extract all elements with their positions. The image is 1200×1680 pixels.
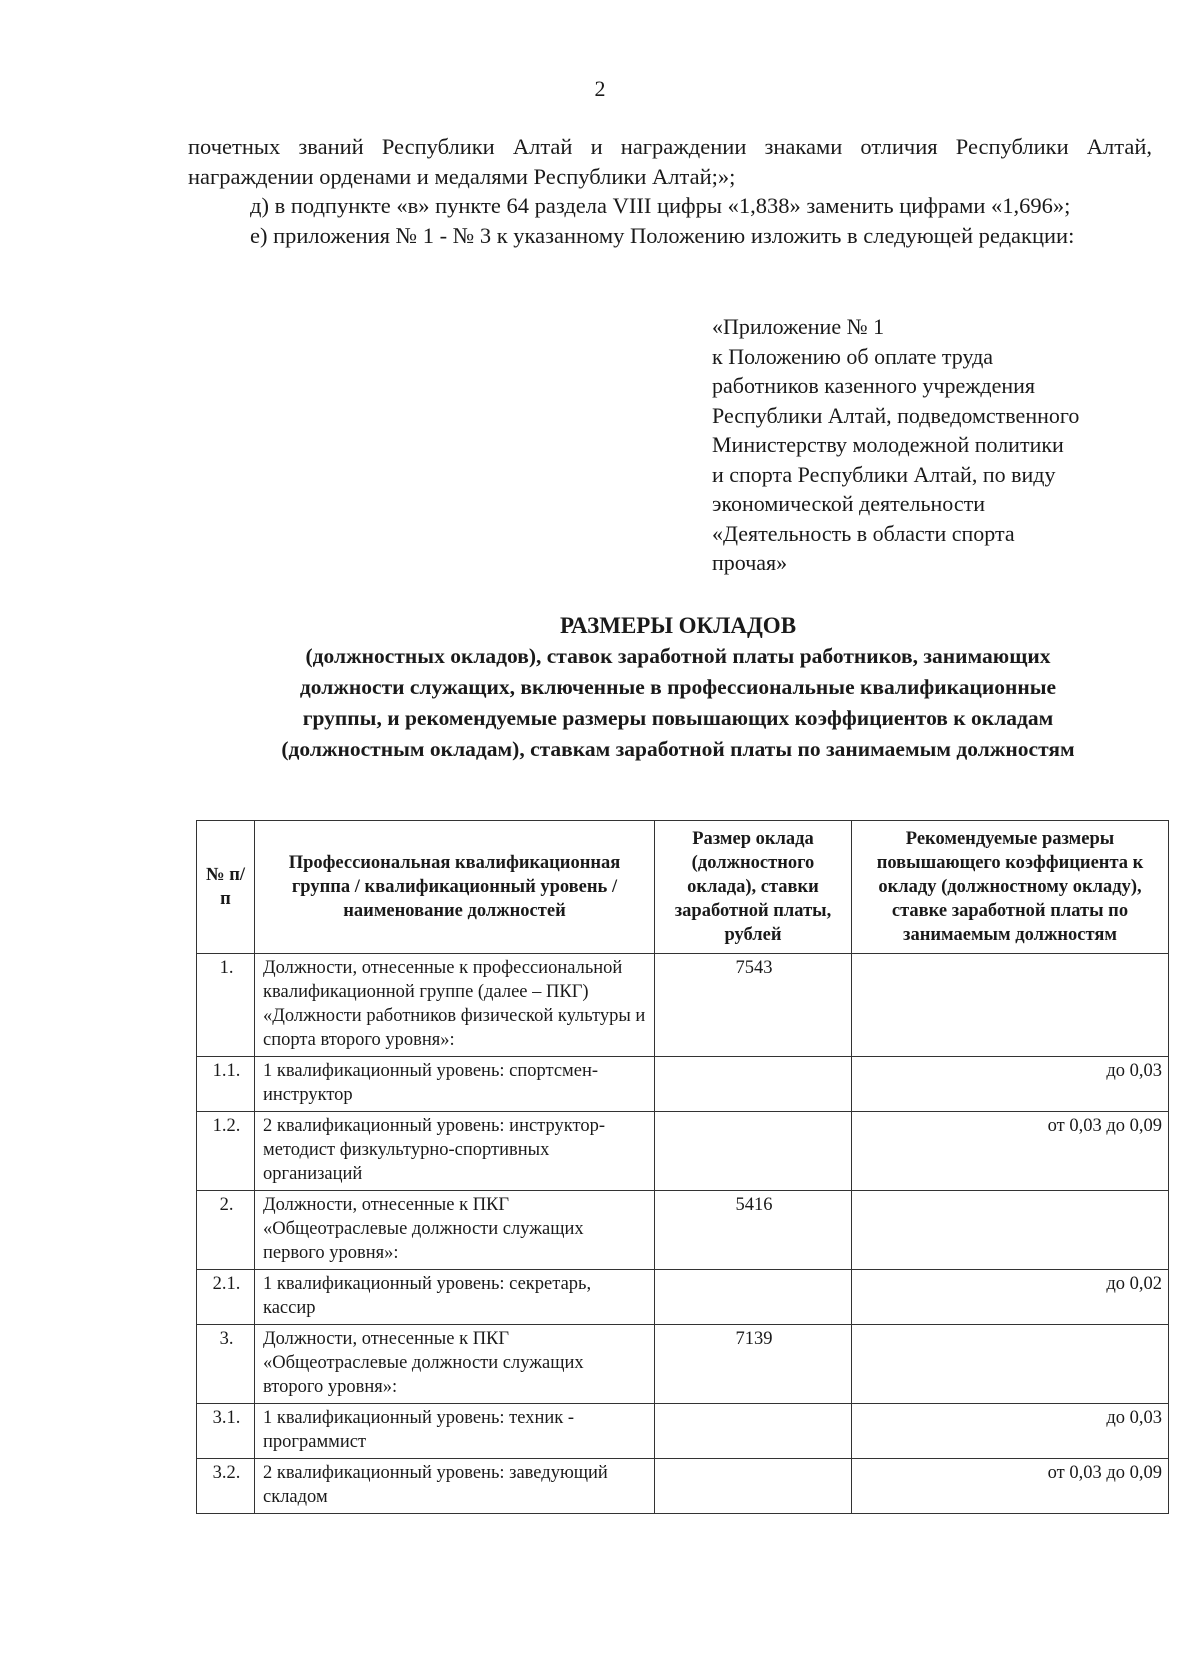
table-row	[197, 1057, 1169, 1112]
cell-salary	[655, 1112, 852, 1191]
cell-name: 2 квалификационный уровень: инструктор-методист физкультурно-спортивных организаций	[255, 1112, 655, 1191]
cell-coefficient	[852, 1325, 1169, 1404]
cell-number: 1.2.	[197, 1112, 255, 1191]
cell-salary	[655, 1404, 852, 1459]
header-cell-salary: Размер оклада (должностного оклада), ставки заработной платы, рублей	[655, 821, 852, 954]
header-cell-number: № п/п	[197, 821, 255, 954]
table-row	[197, 1270, 1169, 1325]
body-text	[188, 132, 1152, 250]
cell-coefficient: до 0,03	[852, 1057, 1169, 1112]
cell-number: 2.1.	[197, 1270, 255, 1325]
cell-number: 3.1.	[197, 1404, 255, 1459]
appendix-line: работников казенного учреждения	[712, 373, 1036, 398]
cell-number: 2.	[197, 1191, 255, 1270]
cell-number: 1.	[197, 954, 255, 1057]
appendix-line: и спорта Республики Алтай, по виду	[712, 461, 1056, 487]
appendix-note	[712, 312, 1172, 578]
cell-coefficient: от 0,03 до 0,09	[852, 1459, 1169, 1514]
cell-number: 3.	[197, 1325, 255, 1404]
heading-subtitle-line: группы, и рекомендуемые размеры повышающих коэффициентов к окладам	[302, 706, 1054, 730]
table-row	[197, 1112, 1169, 1191]
cell-salary	[655, 1459, 852, 1514]
cell-name: 2 квалификационный уровень: заведующий складом	[255, 1459, 655, 1514]
paragraph: почетных званий Республики Алтай и награждении знаками отличия Республики Алтай, награждении орденами и медалями Республики Алтай;»;	[188, 134, 1152, 189]
appendix-line: прочая»	[712, 550, 788, 575]
cell-salary	[655, 1057, 852, 1112]
cell-name: Должности, отнесенные к ПКГ «Общеотраслевые должности служащих второго уровня»:	[255, 1325, 655, 1404]
cell-name: Должности, отнесенные к ПКГ «Общеотраслевые должности служащих первого уровня»:	[255, 1191, 655, 1270]
appendix-line: Министерству молодежной политики	[712, 432, 1064, 457]
page-number: 2	[594, 76, 606, 101]
cell-salary: 7139	[655, 1325, 852, 1404]
cell-number: 1.1.	[197, 1057, 255, 1112]
table-row	[197, 954, 1169, 1057]
cell-coefficient: от 0,03 до 0,09	[852, 1112, 1169, 1191]
table-row	[197, 1459, 1169, 1514]
appendix-line: к Положению об оплате труда	[712, 343, 994, 369]
paragraph: е) приложения № 1 - № 3 к указанному Положению изложить в следующей редакции:	[250, 222, 1075, 248]
appendix-line: «Приложение № 1	[712, 314, 885, 339]
appendix-line: Республики Алтай, подведомственного	[712, 402, 1080, 428]
cell-coefficient: до 0,02	[852, 1270, 1169, 1325]
heading-subtitle-line: должности служащих, включенные в профессиональные квалификационные	[299, 675, 1057, 699]
salary-table	[196, 820, 1169, 1514]
cell-name: 1 квалификационный уровень: спортсмен-инструктор	[255, 1057, 655, 1112]
cell-salary	[655, 1270, 852, 1325]
header-cell-group: Профессиональная квалификационная группа / квалификационный уровень / наименование должностей	[255, 821, 655, 954]
appendix-line: экономической деятельности	[712, 491, 985, 516]
cell-coefficient: до 0,03	[852, 1404, 1169, 1459]
table-row	[197, 1191, 1169, 1270]
cell-coefficient	[852, 1191, 1169, 1270]
appendix-line: «Деятельность в области спорта	[712, 520, 1015, 546]
cell-name: Должности, отнесенные к профессиональной квалификационной группе (далее – ПКГ) «Должности работников физической культуры и спорта второго уровня»:	[255, 954, 655, 1057]
cell-number: 3.2.	[197, 1459, 255, 1514]
table-row	[197, 1404, 1169, 1459]
cell-name: 1 квалификационный уровень: техник - программист	[255, 1404, 655, 1459]
heading-subtitle-line: (должностных окладов), ставок заработной платы работников, занимающих	[305, 644, 1051, 668]
cell-salary: 5416	[655, 1191, 852, 1270]
heading-subtitle-line: (должностным окладам), ставкам заработной платы по занимаемым должностям	[281, 737, 1075, 761]
cell-salary: 7543	[655, 954, 852, 1057]
header-cell-coefficient: Рекомендуемые размеры повышающего коэффициента к окладу (должностному окладу), ставке заработной платы по занимаемым должностям	[852, 821, 1169, 954]
table-header-row	[197, 821, 1169, 954]
table-row	[197, 1325, 1169, 1404]
heading-title: РАЗМЕРЫ ОКЛАДОВ	[559, 613, 797, 638]
document-heading	[150, 610, 1200, 765]
cell-coefficient	[852, 954, 1169, 1057]
paragraph: д) в подпункте «в» пункте 64 раздела VIII цифры «1,838» заменить цифрами «1,696»;	[250, 193, 1071, 218]
cell-name: 1 квалификационный уровень: секретарь, кассир	[255, 1270, 655, 1325]
